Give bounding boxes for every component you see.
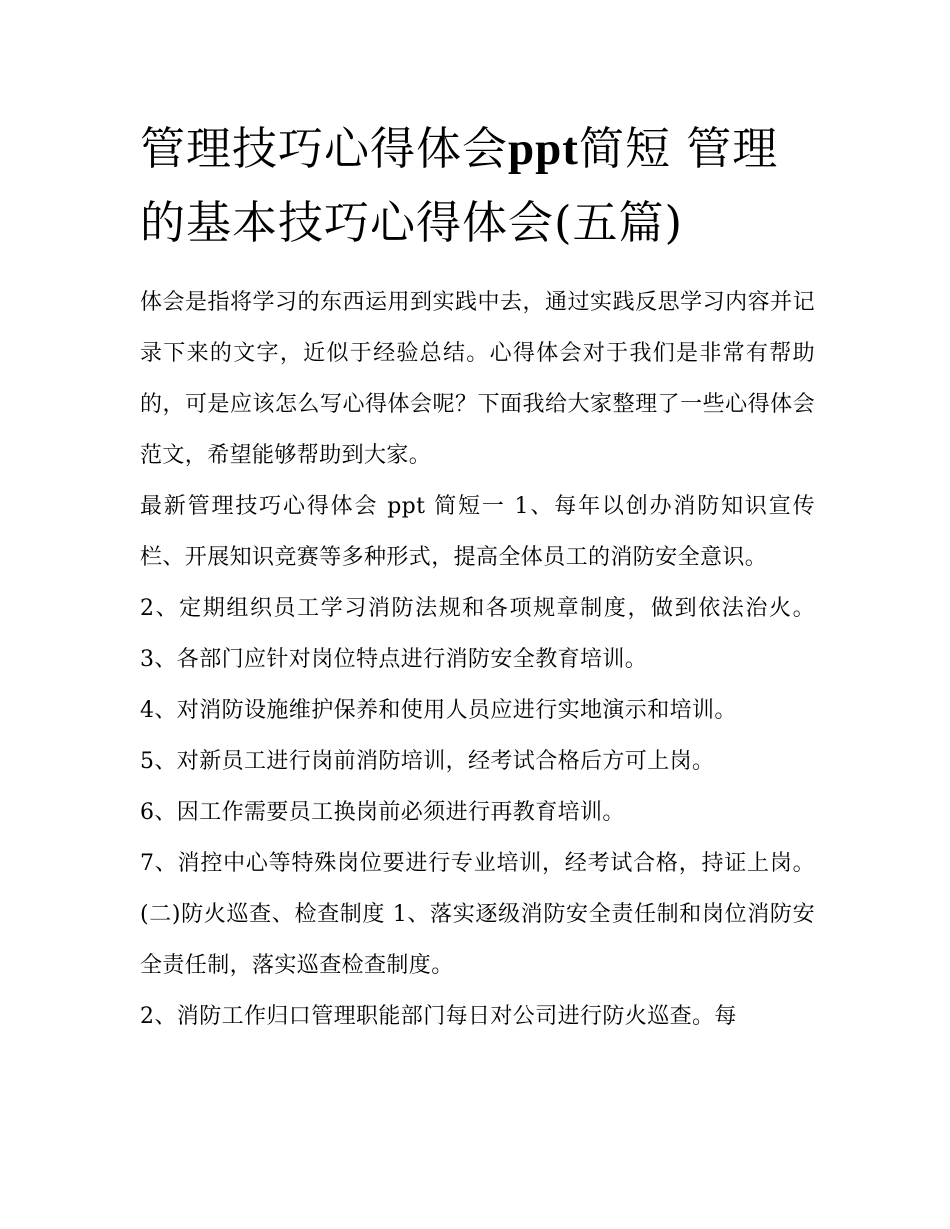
paragraph-intro: 体会是指将学习的东西运用到实践中去，通过实践反思学习内容并记录下来的文字，近似于经验总结。心得体会对于我们是非常有帮助的，可是应该怎么写心得体会呢？下面我给大家整理了一些心得体会范文，希望能够帮助到大家。	[140, 290, 815, 468]
title-part-2: 简短 管理的基本技巧心得体会(五篇)	[140, 122, 779, 249]
document-content	[140, 112, 815, 1042]
paragraph-item-2: 2、定期组织员工学习消防法规和各项规章制度，做到依法治火。 3、各部门应针对岗位特点进行消防安全教育培训。	[140, 596, 815, 672]
document-body	[140, 277, 815, 1042]
paragraph-item-5: 5、对新员工进行岗前消防培训，经考试合格后方可上岗。	[140, 749, 715, 774]
paragraph-patrol: 2、消防工作归口管理职能部门每日对公司进行防火巡查。每	[140, 1004, 737, 1029]
paragraph-item-7: 7、消控中心等特殊岗位要进行专业培训，经考试合格，持证上岗。 (二)防火巡查、检查制度 1、落实逐级消防安全责任制和岗位消防安全责任制，落实巡查检查制度。	[140, 851, 815, 978]
paragraph-item-6: 6、因工作需要员工换岗前必须进行再教育培训。	[140, 800, 625, 825]
document-title	[140, 112, 815, 259]
paragraph-item-4: 4、对消防设施维护保养和使用人员应进行实地演示和培训。	[140, 698, 737, 723]
title-latin: ppt	[508, 123, 579, 175]
title-part-1: 管理技巧心得体会	[140, 122, 509, 175]
paragraph-section-one: 最新管理技巧心得体会 ppt 简短一 1、每年以创办消防知识宣传栏、开展知识竞赛等多种形式，提高全体员工的消防安全意识。	[140, 494, 815, 570]
